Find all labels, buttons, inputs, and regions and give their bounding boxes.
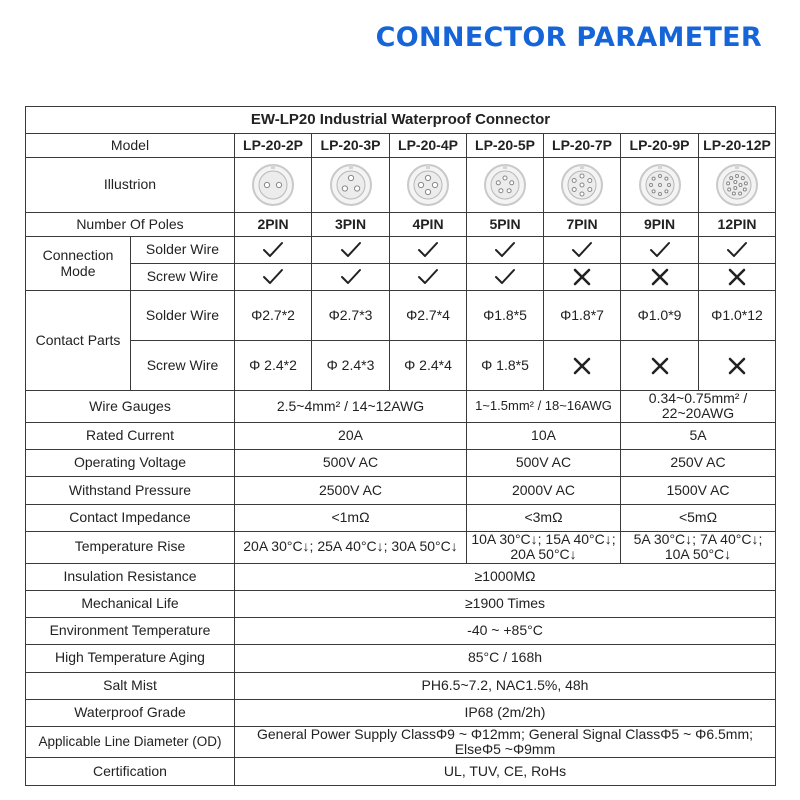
solder-support-mark [544,237,621,264]
model-label: Model [26,134,235,158]
check-icon [261,267,285,287]
illustration-label: Illustrion [26,158,235,213]
operating-voltage-label: Operating Voltage [26,449,235,476]
table-title: EW-LP20 Industrial Waterproof Connector [26,107,776,134]
salt-mist-label: Salt Mist [26,672,235,699]
connection-solder-label: Solder Wire [131,237,235,264]
contact-solder-size: Φ1.8*7 [544,291,621,341]
insulation-resistance-row [26,563,776,590]
pole-count: 3PIN [312,213,390,237]
temperature-rise-value: 5A 30°C↓; 7A 40°C↓; 10A 50°C↓ [621,531,776,563]
solder-support-mark [312,237,390,264]
mechanical-life-label: Mechanical Life [26,590,235,617]
withstand-pressure-label: Withstand Pressure [26,476,235,504]
check-icon [493,240,517,260]
connector-face-icon [405,162,451,208]
pole-count: 2PIN [235,213,312,237]
operating-voltage-value: 500V AC [467,449,621,476]
check-icon [493,267,517,287]
waterproof-grade-label: Waterproof Grade [26,699,235,726]
cross-icon [570,356,594,376]
contact-impedance-value: <3mΩ [467,504,621,531]
poles-label: Number Of Poles [26,213,235,237]
rated-current-value: 5A [621,422,776,449]
insulation-resistance-value: ≥1000MΩ [235,563,776,590]
temperature-rise-label: Temperature Rise [26,531,235,563]
check-icon [648,240,672,260]
line-diameter-value: General Power Supply ClassΦ9 ~ Φ12mm; General Signal ClassΦ5 ~ Φ6.5mm; ElseΦ5 ~Φ9mm [235,726,776,758]
spec-table [25,106,776,786]
screw-support-mark [312,264,390,291]
withstand-pressure-row [26,476,776,504]
rated-current-row [26,422,776,449]
contact-screw-size: Φ 2.4*2 [235,341,312,391]
check-icon [339,240,363,260]
withstand-pressure-value: 2500V AC [235,476,467,504]
connection-screw-label: Screw Wire [131,264,235,291]
certification-row [26,758,776,786]
cross-icon [725,356,749,376]
contact-impedance-value: <5mΩ [621,504,776,531]
contact-screw-size: Φ 1.8*5 [467,341,544,391]
wire-gauges-row [26,391,776,423]
rated-current-value: 20A [235,422,467,449]
wire-gauges-label: Wire Gauges [26,391,235,423]
pole-count: 4PIN [390,213,467,237]
screw-support-mark [621,264,699,291]
contact-solder-size: Φ2.7*2 [235,291,312,341]
poles-row [26,213,776,237]
pole-count: 7PIN [544,213,621,237]
pole-count: 12PIN [699,213,776,237]
high-temp-aging-row [26,644,776,672]
solder-support-mark [467,237,544,264]
contact-solder-size: Φ1.0*9 [621,291,699,341]
salt-mist-value: PH6.5~7.2, NAC1.5%, 48h [235,672,776,699]
contact-solder-label: Solder Wire [131,291,235,341]
withstand-pressure-value: 2000V AC [467,476,621,504]
environment-temperature-label: Environment Temperature [26,617,235,644]
contact-impedance-row [26,504,776,531]
temperature-rise-row [26,531,776,563]
contact-parts-label: Contact Parts [26,291,131,391]
high-temp-aging-label: High Temperature Aging [26,644,235,672]
connection-mode-label: Connection Mode [26,237,131,291]
environment-temperature-value: -40 ~ +85°C [235,617,776,644]
connector-face-icon [482,162,528,208]
cross-icon [648,267,672,287]
illustration-cell [235,158,312,213]
illustration-cell [699,158,776,213]
cross-icon [570,267,594,287]
cross-icon [725,267,749,287]
connector-face-icon [559,162,605,208]
contact-impedance-value: <1mΩ [235,504,467,531]
contact-screw-size: Φ 2.4*4 [390,341,467,391]
check-icon [570,240,594,260]
contact-screw-size [621,341,699,391]
illustration-cell [390,158,467,213]
check-icon [416,267,440,287]
contact-screw-size [699,341,776,391]
operating-voltage-value: 500V AC [235,449,467,476]
illustration-cell [544,158,621,213]
contact-solder-size: Φ2.7*4 [390,291,467,341]
banner [0,0,800,80]
connector-face-icon [637,162,683,208]
solder-support-mark [621,237,699,264]
check-icon [725,240,749,260]
illustration-cell [621,158,699,213]
connector-face-icon [714,162,760,208]
screw-support-mark [467,264,544,291]
waterproof-grade-value: IP68 (2m/2h) [235,699,776,726]
wire-gauges-value: 2.5~4mm² / 14~12AWG [235,391,467,423]
salt-mist-row [26,672,776,699]
contact-impedance-label: Contact Impedance [26,504,235,531]
contact-screw-row [26,341,776,391]
rated-current-label: Rated Current [26,422,235,449]
solder-support-mark [390,237,467,264]
connection-screw-row [26,264,776,291]
screw-support-mark [544,264,621,291]
model-name: LP-20-7P [544,134,621,158]
wire-gauges-value: 0.34~0.75mm² / 22~20AWG [621,391,776,423]
wire-gauges-value: 1~1.5mm² / 18~16AWG [467,391,621,423]
waterproof-grade-row [26,699,776,726]
rated-current-value: 10A [467,422,621,449]
temperature-rise-value: 10A 30°C↓; 15A 40°C↓; 20A 50°C↓ [467,531,621,563]
screw-support-mark [235,264,312,291]
model-name: LP-20-4P [390,134,467,158]
model-name: LP-20-2P [235,134,312,158]
insulation-resistance-label: Insulation Resistance [26,563,235,590]
environment-temperature-row [26,617,776,644]
model-name: LP-20-5P [467,134,544,158]
illustration-row [26,158,776,213]
contact-solder-size: Φ1.8*5 [467,291,544,341]
model-name: LP-20-12P [699,134,776,158]
cross-icon [648,356,672,376]
illustration-cell [467,158,544,213]
pole-count: 9PIN [621,213,699,237]
line-diameter-row [26,726,776,758]
contact-solder-row [26,291,776,341]
connection-solder-row [26,237,776,264]
high-temp-aging-value: 85°C / 168h [235,644,776,672]
contact-screw-size [544,341,621,391]
withstand-pressure-value: 1500V AC [621,476,776,504]
illustration-cell [312,158,390,213]
check-icon [416,240,440,260]
contact-solder-size: Φ2.7*3 [312,291,390,341]
model-name: LP-20-9P [621,134,699,158]
solder-support-mark [699,237,776,264]
screw-support-mark [390,264,467,291]
contact-solder-size: Φ1.0*12 [699,291,776,341]
model-name: LP-20-3P [312,134,390,158]
pole-count: 5PIN [467,213,544,237]
check-icon [261,240,285,260]
certification-value: UL, TUV, CE, RoHs [235,758,776,786]
operating-voltage-row [26,449,776,476]
mechanical-life-value: ≥1900 Times [235,590,776,617]
contact-screw-size: Φ 2.4*3 [312,341,390,391]
check-icon [339,267,363,287]
mechanical-life-row [26,590,776,617]
connector-face-icon [328,162,374,208]
screw-support-mark [699,264,776,291]
contact-screw-label: Screw Wire [131,341,235,391]
page-title: CONNECTOR PARAMETER [375,22,762,53]
temperature-rise-value: 20A 30°C↓; 25A 40°C↓; 30A 50°C↓ [235,531,467,563]
line-diameter-label: Applicable Line Diameter (OD) [26,726,235,758]
connector-face-icon [250,162,296,208]
solder-support-mark [235,237,312,264]
operating-voltage-value: 250V AC [621,449,776,476]
certification-label: Certification [26,758,235,786]
model-row [26,134,776,158]
